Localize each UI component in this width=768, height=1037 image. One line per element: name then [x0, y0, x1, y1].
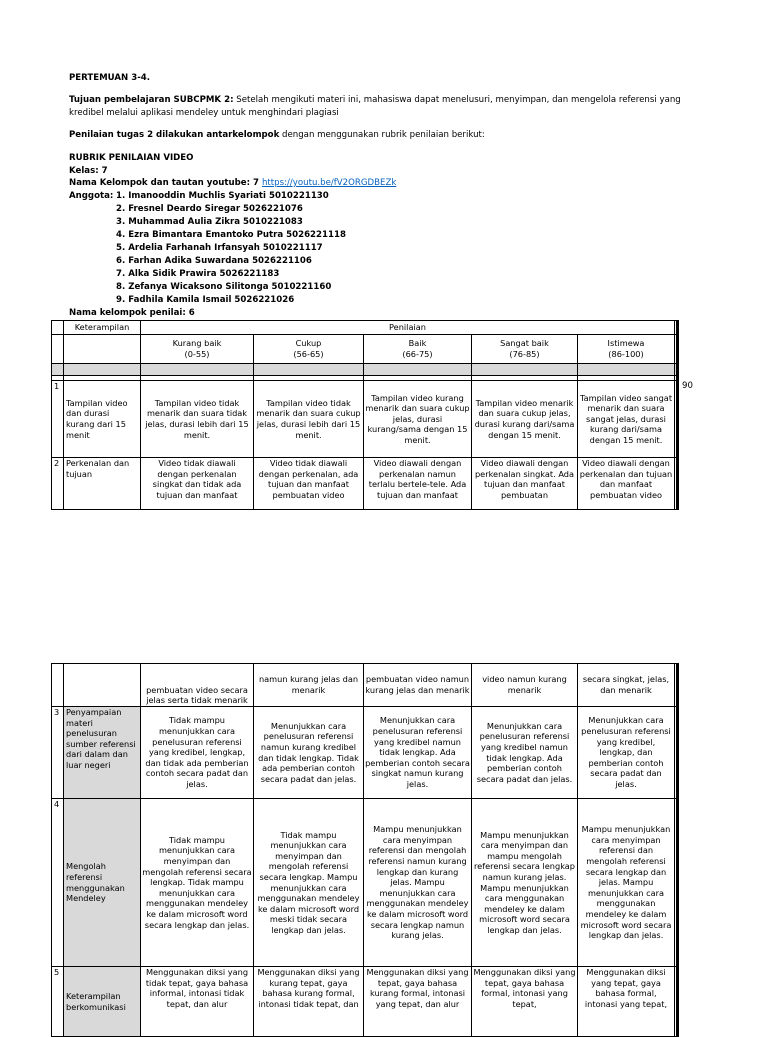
margin-cell — [675, 458, 678, 510]
blank-cell — [52, 664, 64, 707]
rubric-cell: Menunjukkan cara penelusuran referensi yang kredibel, lengkap, dan pemberian contoh secara padat dan jelas. — [578, 707, 675, 799]
blank-cell — [52, 335, 64, 364]
row-number: 2 — [52, 458, 64, 510]
rubric-table-2 — [51, 663, 679, 1037]
rubric-cell: Tampilan video kurang menarik dan suara cukup jelas, durasi kurang/sama dengan 15 menit. — [364, 381, 472, 458]
assessor-label: Nama kelompok penilai: 6 — [69, 308, 195, 318]
criterion-label: Tampilan video dan durasi kurang dari 15 menit — [64, 381, 141, 458]
member-item: 9. Fadhila Kamila Ismail 5026221026 — [116, 295, 295, 305]
rubric-cell: Tampilan video tidak menarik dan suara tidak jelas, durasi lebih dari 15 menit. — [141, 381, 254, 458]
rubric-cell: Menggunakan diksi yang tepat, gaya bahasa kurang formal, intonasi yang tepat, dan alur — [364, 967, 472, 1037]
criterion-label: Mengolah referensi menggunakan Mendeley — [64, 799, 141, 967]
rubric-cell: Menunjukkan cara penelusuran referensi yang kredibel namun tidak lengkap. Ada pemberian contoh secara padat dan jelas. — [472, 707, 578, 799]
member-item: 8. Zefanya Wicaksono Silitonga 5010221160 — [116, 282, 332, 292]
level-header: Kurang baik (0-55) — [141, 335, 254, 364]
margin-cell — [675, 707, 678, 799]
objective-line-1: Tujuan pembelajaran SUBCPMK 2: Setelah mengikuti materi ini, mahasiswa dapat menelusuri, menyimpan, dan mengelola referensi yang — [69, 95, 681, 105]
gray-band — [52, 364, 64, 376]
rubric-cell: Menggunakan diksi yang kurang tepat, gaya bahasa kurang formal, intonasi tidak tepat, dan — [254, 967, 364, 1037]
level-header: Sangat baik (76-85) — [472, 335, 578, 364]
member-item: 5. Ardelia Farhanah Irfansyah 5010221117 — [116, 243, 323, 253]
rubric-cell: Menggunakan diksi yang tidak tepat, gaya bahasa informal, intonasi tidak tepat, dan alur — [141, 967, 254, 1037]
rubric-table-1 — [51, 320, 679, 510]
member-item: 7. Alka Sidik Prawira 5026221183 — [116, 269, 280, 279]
member-item: 2. Fresnel Deardo Siregar 5026221076 — [116, 204, 303, 214]
rubric-cell: Tidak mampu menunjukkan cara penelusuran referensi yang kredibel, lengkap, dan tidak ada pemberian contoh secara padat dan jelas. — [141, 707, 254, 799]
member-item: 3. Muhammad Aulia Zikra 5010221083 — [116, 217, 303, 227]
rubric-cell: pembuatan video namun kurang jelas dan menarik — [364, 664, 472, 707]
rubric-cell: Menunjukkan cara penelusuran referensi namun kurang kredibel dan tidak lengkap. Tidak ada pemberian contoh secara padat dan jelas. — [254, 707, 364, 799]
rubric-cell: Video diawali dengan perkenalan dan tujuan dan manfaat pembuatan video — [578, 458, 675, 510]
rubric-cell: video namun kurang menarik — [472, 664, 578, 707]
meeting-title: PERTEMUAN 3-4. — [69, 73, 151, 83]
row-number: 3 — [52, 707, 64, 799]
header-skill: Keterampilan — [64, 321, 141, 335]
youtube-link[interactable]: https://youtu.be/fV2ORGDBEZk — [261, 178, 397, 188]
header-score: Penilaian — [141, 321, 675, 335]
gray-band — [254, 364, 364, 376]
blank-cell — [64, 335, 141, 364]
rubric-cell: Mampu menunjukkan cara menyimpan referensi dan mengolah referensi namun kurang lengkap dan kurang jelas. Mampu menunjukkan cara menggunakan mendeley ke dalam microsoft word secara lengkap namun kurang jelas. — [364, 799, 472, 967]
group-and-link: Nama Kelompok dan tautan youtube: 7 https://youtu.be/fV2ORGDBEZk — [69, 178, 397, 188]
rubric-cell: Tampilan video sangat menarik dan suara sangat jelas, durasi kurang dari/sama dengan 15 menit. — [578, 381, 675, 458]
member-item: 1. Imanooddin Muchlis Syariati 5010221130 — [116, 191, 329, 201]
margin-cell — [675, 335, 678, 364]
rubric-cell: Tampilan video tidak menarik dan suara cukup jelas, durasi lebih dari 15 menit. — [254, 381, 364, 458]
row-number: 1 — [52, 381, 64, 458]
rubric-cell: namun kurang jelas dan menarik — [254, 664, 364, 707]
member-item: 6. Farhan Adika Suwardana 5026221106 — [116, 256, 312, 266]
rubric-cell: Menunjukkan cara penelusuran referensi yang kredibel namun tidak lengkap. Ada pemberian contoh secara singkat namun kurang jelas. — [364, 707, 472, 799]
margin-cell — [675, 967, 678, 1037]
rubric-cell: pembuatan video secara jelas serta tidak menarik — [141, 664, 254, 707]
rubric-cell: Tidak mampu menunjukkan cara menyimpan dan mengolah referensi secara lengkap. Tidak mampu menunjukkan cara menggunakan mendeley ke dalam microsoft word secara lengkap dan jelas. — [141, 799, 254, 967]
member-item: 4. Ezra Bimantara Emantoko Putra 5026221118 — [116, 230, 346, 240]
level-header: Cukup (56-65) — [254, 335, 364, 364]
rubric-cell: Mampu menunjukkan cara menyimpan referensi dan mengolah referensi secara lengkap dan jelas. Mampu menunjukkan cara menggunakan mendeley ke dalam microsoft word secara lengkap dan jelas. — [578, 799, 675, 967]
rubric-cell: Video tidak diawali dengan perkenalan, ada tujuan dan manfaat pembuatan video — [254, 458, 364, 510]
criterion-label: Penyampaian materi penelusuran sumber referensi dari dalam dan luar negeri — [64, 707, 141, 799]
criterion-label: Perkenalan dan tujuan — [64, 458, 141, 510]
assessment-note: Penilaian tugas 2 dilakukan antarkelompok dengan menggunakan rubrik penilaian berikut: — [69, 130, 485, 140]
margin-cell — [675, 799, 678, 967]
gray-band — [472, 364, 578, 376]
margin-cell — [675, 664, 678, 707]
gray-band — [64, 364, 141, 376]
blank-cell — [52, 321, 64, 335]
members-label: Anggota: — [69, 191, 114, 201]
rubric-title: RUBRIK PENILAIAN VIDEO — [69, 153, 194, 163]
margin-cell — [675, 381, 678, 458]
members-list — [116, 190, 346, 307]
rubric-cell: Menggunakan diksi yang tepat, gaya bahasa formal, intonasi yang tepat, — [472, 967, 578, 1037]
score-value: 90 — [682, 381, 693, 391]
rubric-cell: Video tidak diawali dengan perkenalan singkat dan tidak ada tujuan dan manfaat — [141, 458, 254, 510]
rubric-cell: Menggunakan diksi yang tepat, gaya bahasa formal, intonasi yang tepat, — [578, 967, 675, 1037]
rubric-cell: Tampilan video menarik dan suara cukup jelas, durasi kurang dari/sama dengan 15 menit. — [472, 381, 578, 458]
gray-band — [141, 364, 254, 376]
class-label: Kelas: 7 — [69, 166, 108, 176]
gray-band — [675, 364, 678, 376]
objective-line-2: kredibel melalui aplikasi mendeley untuk menghindari plagiasi — [69, 108, 339, 118]
row-number: 5 — [52, 967, 64, 1037]
level-header: Baik (66-75) — [364, 335, 472, 364]
rubric-cell: Video diawali dengan perkenalan singkat. Ada tujuan dan manfaat pembuatan — [472, 458, 578, 510]
row-number: 4 — [52, 799, 64, 967]
rubric-cell: Tidak mampu menunjukkan cara menyimpan dan mengolah referensi secara lengkap. Mampu menunjukkan cara menggunakan mendeley ke dalam microsoft word meski tidak secara lengkap dan jelas. — [254, 799, 364, 967]
level-header: Istimewa (86-100) — [578, 335, 675, 364]
rubric-cell: Mampu menunjukkan cara menyimpan dan mampu mengolah referensi secara lengkap namun kurang jelas. Mampu menunjukkan cara menggunakan mendeley ke dalam microsoft word secara lengkap dan jelas. — [472, 799, 578, 967]
gray-band — [578, 364, 675, 376]
rubric-cell: Video diawali dengan perkenalan namun terlalu bertele-tele. Ada tujuan dan manfaat — [364, 458, 472, 510]
gray-band — [364, 364, 472, 376]
blank-cell — [64, 664, 141, 707]
criterion-label: Keterampilan berkomunikasi — [64, 967, 141, 1037]
margin-cell — [675, 321, 678, 335]
rubric-cell: secara singkat, jelas, dan menarik — [578, 664, 675, 707]
